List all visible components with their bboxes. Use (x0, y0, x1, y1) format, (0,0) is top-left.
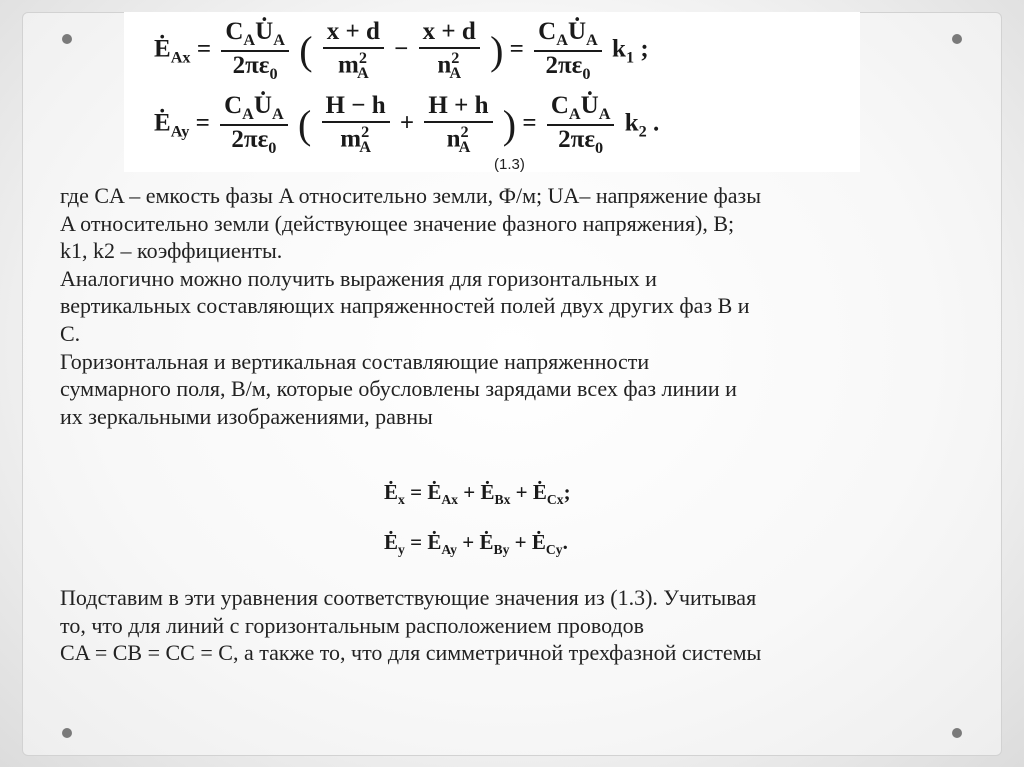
body-text-bottom (60, 584, 980, 667)
fraction-x-plus-d-n: $\frac{x + d}{n^2_A}$ (419, 18, 480, 83)
text-line: CA = CB = CC = C, а также то, что для симметричной трехфазной системы (60, 640, 762, 666)
fraction-h-plus-h-n: $\frac{H + h}{n^2_A}$ (424, 92, 492, 157)
text-line: k1, k2 – коэффициенты. (60, 238, 283, 264)
equation-eay: $Ė_{Ay}$ = $\frac{C_AU̇_A}{2\pi\varepsilon_0}$ ( $\frac{H - h}{m^2_A}$ + $\frac{H + h}{n^2_A}$ ) = $\frac{C_AU̇_A}{2\pi\varepsilon_0}$ $k_2$ . (154, 92, 660, 157)
corner-dot-bottom-right (952, 728, 962, 738)
coef-fraction-1: $\frac{C_AU̇_A}{2\pi\varepsilon_0}$ (221, 18, 289, 83)
equation-eax: $Ė_{Ax}$ = $\frac{C_AU̇_A}{2\pi\varepsilon_0}$ ( $\frac{x + d}{m^2_A}$ − $\frac{x + d}{n^2_A}$ ) = $\frac{C_AU̇_A}{2\pi\varepsilon_0}$ $k_1$ ; (154, 18, 649, 83)
text-line: суммарного поля, В/м, которые обусловлены зарядами всех фаз линии и (60, 376, 737, 402)
fraction-x-plus-d-m: $\frac{x + d}{m^2_A}$ (323, 18, 384, 83)
fraction-h-minus-h-m: $\frac{H - h}{m^2_A}$ (322, 92, 390, 157)
body-text-top (60, 182, 980, 430)
text-line: их зеркальными изображениями, равны (60, 403, 433, 429)
text-line: Подставим в эти уравнения соответствующие значения из (1.3). Учитывая (60, 585, 757, 610)
sum-formulas-image (384, 478, 624, 570)
coef-fraction-2: $\frac{C_AU̇_A}{2\pi\varepsilon_0}$ (220, 92, 288, 157)
equation-number: (1.3) (494, 156, 525, 173)
corner-dot-top-left (62, 34, 72, 44)
text-line: вертикальных составляющих напряженностей полей двух других фаз B и (60, 293, 750, 319)
formula-image (124, 12, 860, 172)
equation-ex: $Ė_x$ = $Ė_{Ax}$ + $Ė_{Bx}$ + $Ė_{Cx}$; (384, 480, 571, 508)
corner-dot-bottom-left (62, 728, 72, 738)
equation-ey: $Ė_y$ = $Ė_{Ay}$ + $Ė_{By}$ + $Ė_{Cy}$. (384, 530, 568, 558)
text-line: C. (60, 320, 81, 346)
coef-fraction-1b: $\frac{C_AU̇_A}{2\pi\varepsilon_0}$ (534, 18, 602, 83)
text-line: A относительно земли (действующее значение фазного напряжения), В; (60, 210, 735, 236)
text-line: то, что для линий с горизонтальным расположением проводов (60, 612, 645, 638)
text-line: где CA – емкость фазы A относительно земли, Ф/м; UA– напряжение фазы (60, 183, 762, 208)
text-line: Горизонтальная и вертикальная составляющие напряженности (60, 348, 650, 374)
text-line: Аналогично можно получить выражения для горизонтальных и (60, 265, 657, 291)
coef-fraction-2b: $\frac{C_AU̇_A}{2\pi\varepsilon_0}$ (547, 92, 615, 157)
corner-dot-top-right (952, 34, 962, 44)
